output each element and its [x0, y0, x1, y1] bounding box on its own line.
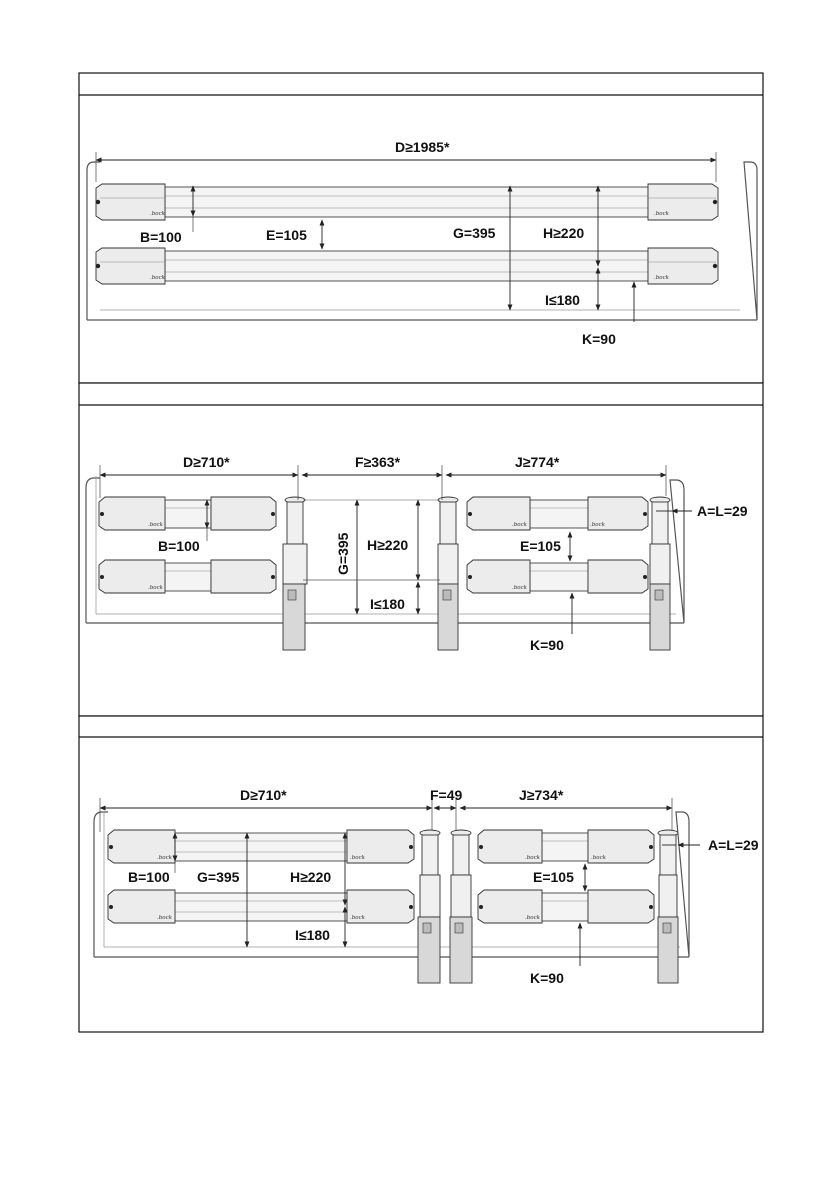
dim-I-label: I≤180: [545, 292, 580, 308]
brand-mark: .bock: [150, 211, 165, 217]
dim-E-label: E=105: [266, 227, 307, 243]
brand-mark: .bock: [654, 275, 669, 281]
left-upper-rail-3: [108, 830, 414, 863]
right-upper-rail-2: [467, 497, 648, 530]
right-upper-rail-3: [478, 830, 654, 863]
dim-AL-label: A=L=29: [697, 503, 748, 519]
dim-B-label: B=100: [128, 869, 170, 885]
dim-B-label: B=100: [140, 229, 182, 245]
dim-D-label: D≥1985*: [395, 139, 450, 155]
left-lower-rail-3: [108, 890, 414, 923]
right-lower-rail-2: [467, 560, 648, 593]
dim-H-label: H≥220: [367, 537, 409, 553]
dim-F-label: F≥363*: [355, 454, 401, 470]
panel-1-border: [79, 73, 763, 383]
brand-mark: .bock: [590, 522, 605, 528]
dim-G-label: G=395: [335, 532, 351, 575]
brand-mark: .bock: [525, 855, 540, 861]
brand-mark: .bock: [654, 211, 669, 217]
dim-B-label: B=100: [158, 538, 200, 554]
dim-H-label: H≥220: [290, 869, 332, 885]
dim-G-label: G=395: [197, 869, 240, 885]
brand-mark: .bock: [512, 522, 527, 528]
dim-D-label: D≥710*: [183, 454, 230, 470]
upper-rail-1: [96, 184, 718, 220]
dim-J-label: J≥774*: [515, 454, 560, 470]
brand-mark: .bock: [148, 522, 163, 528]
dim-K-label: K=90: [530, 637, 564, 653]
brand-mark: .bock: [148, 585, 163, 591]
left-upper-rail-2: [99, 497, 276, 530]
panel-2: [79, 383, 763, 716]
dim-I-label: I≤180: [295, 927, 330, 943]
panel-3: [79, 716, 763, 1032]
dim-J-label: J≥734*: [519, 787, 564, 803]
brand-mark: .bock: [591, 855, 606, 861]
post-middle-2: [438, 497, 458, 650]
dim-F-label: F=49: [430, 787, 463, 803]
brand-mark: .bock: [350, 915, 365, 921]
brand-mark: .bock: [157, 855, 172, 861]
brand-mark: .bock: [150, 275, 165, 281]
dim-K-label: K=90: [582, 331, 616, 347]
dim-I-label: I≤180: [370, 596, 405, 612]
dim-G-label: G=395: [453, 225, 496, 241]
brand-mark: .bock: [350, 855, 365, 861]
brand-mark: .bock: [525, 915, 540, 921]
post-middle-3: [450, 830, 472, 983]
panel-1: [79, 73, 763, 383]
dim-H-label: H≥220: [543, 225, 585, 241]
dim-AL-label: A=L=29: [708, 837, 759, 853]
post-right-2: [650, 497, 670, 650]
brand-mark: .bock: [157, 915, 172, 921]
left-lower-rail-2: [99, 560, 276, 593]
right-lower-rail-3: [478, 890, 654, 923]
post-left-2: [283, 497, 307, 650]
brand-mark: .bock: [512, 585, 527, 591]
dim-D-label: D≥710*: [240, 787, 287, 803]
lower-rail-1: [96, 248, 718, 284]
post-right-3: [658, 830, 678, 983]
dim-E-label: E=105: [520, 538, 561, 554]
dim-E-label: E=105: [533, 869, 574, 885]
dim-K-label: K=90: [530, 970, 564, 986]
